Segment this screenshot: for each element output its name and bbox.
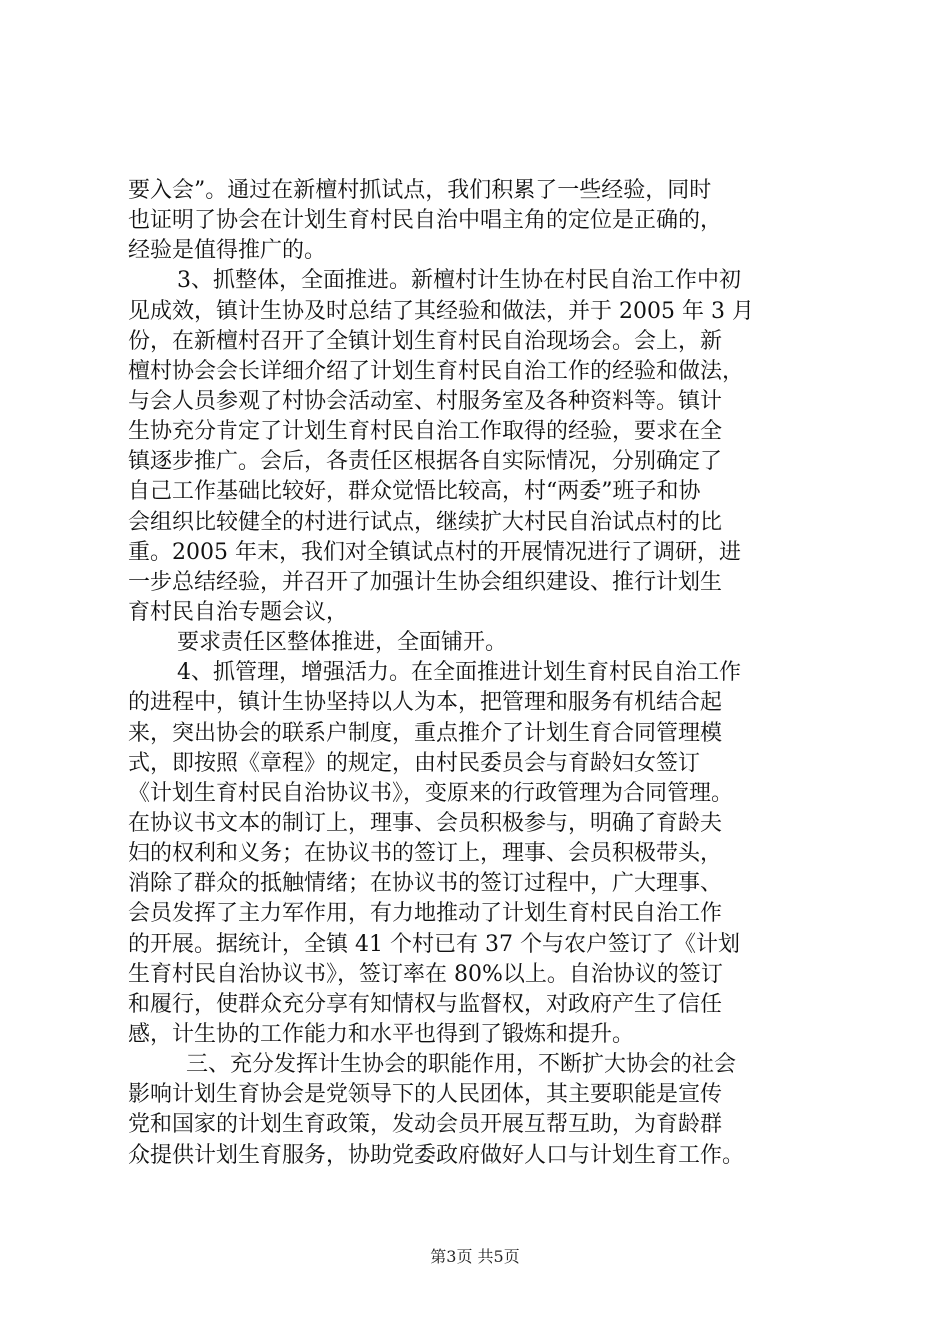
text-line: 镇逐步推广。会后，各责任区根据各自实际情况，分别确定了 — [128, 449, 723, 475]
text-line: 生协充分肯定了计划生育村民自治工作取得的经验，要求在全 — [128, 419, 723, 445]
text-line: 感，计生协的工作能力和水平也得到了锻炼和提升。 — [128, 1021, 635, 1047]
text-line: 重。2005 年末，我们对全镇试点村的开展情况进行了调研，进 — [128, 539, 741, 565]
text-line: 也证明了协会在计划生育村民自治中唱主角的定位是正确的， — [128, 208, 723, 234]
text-line: 育村民自治专题会议， — [128, 599, 349, 625]
body-text — [128, 176, 838, 1171]
text-line: 消除了群众的抵触情绪；在协议书的签订过程中，广大理事、 — [128, 871, 723, 897]
text-line: 的开展。据统计，全镇 41 个村已有 37 个与农户签订了《计划 — [128, 931, 740, 957]
paragraph-start-line: 3、抓整体，全面推进。新檀村计生协在村民自治工作中初 — [177, 268, 741, 294]
text-line: 的进程中，镇计生协坚持以人为本，把管理和服务有机结合起 — [128, 690, 723, 716]
text-line: 妇的权利和义务；在协议书的签订上，理事、会员积极带头， — [128, 841, 723, 867]
text-line: 要入会”。通过在新檀村抓试点，我们积累了一些经验，同时 — [128, 178, 712, 203]
text-line: 党和国家的计划生育政策，发动会员开展互帮互助，为育龄群 — [128, 1112, 723, 1138]
page-number-label: 第3页 共5页 — [430, 1247, 520, 1266]
text-line: 生育村民自治协议书》，签订率在 80%以上。自治协议的签订 — [128, 961, 723, 987]
text-line: 自己工作基础比较好，群众觉悟比较高，村“两委”班子和协 — [128, 479, 701, 505]
paragraph-start-line: 要求责任区整体推进，全面铺开。 — [177, 630, 508, 656]
text-line: 会员发挥了主力军作用，有力地推动了计划生育村民自治工作 — [128, 901, 723, 927]
text-line: 与会人员参观了村协会活动室、村服务室及各种资料等。镇计 — [128, 388, 723, 414]
text-line: 式，即按照《章程》的规定，由村民委员会与育龄妇女签订 — [128, 750, 701, 776]
page-footer — [0, 1247, 950, 1267]
text-line: 《计划生育村民自治协议书》，变原来的行政管理为合同管理。 — [128, 780, 734, 806]
text-line: 份，在新檀村召开了全镇计划生育村民自治现场会。会上，新 — [128, 328, 723, 354]
text-line: 檀村协会会长详细介绍了计划生育村民自治工作的经验和做法， — [128, 358, 745, 384]
text-line: 经验是值得推广的。 — [128, 238, 327, 264]
text-line: 一步总结经验，并召开了加强计生协会组织建设、推行计划生 — [128, 569, 723, 595]
text-line: 会组织比较健全的村进行试点，继续扩大村民自治试点村的比 — [128, 509, 723, 535]
text-line: 众提供计划生育服务，协助党委政府做好人口与计划生育工作。 — [128, 1142, 745, 1168]
text-line: 和履行，使群众充分享有知情权与监督权，对政府产生了信任 — [128, 991, 723, 1017]
paragraph-start-line: 4、抓管理，增强活力。在全面推进计划生育村民自治工作 — [177, 660, 741, 686]
text-line: 来，突出协会的联系户制度，重点推介了计划生育合同管理模 — [128, 720, 723, 746]
text-line: 在协议书文本的制订上，理事、会员积极参与，明确了育龄夫 — [128, 810, 723, 836]
text-line: 见成效，镇计生协及时总结了其经验和做法，并于 2005 年 3 月 — [128, 298, 754, 324]
paragraph-start-line: 三、充分发挥计生协会的职能作用，不断扩大协会的社会 — [186, 1052, 737, 1078]
text-line: 影响计划生育协会是党领导下的人民团体，其主要职能是宣传 — [128, 1082, 723, 1108]
